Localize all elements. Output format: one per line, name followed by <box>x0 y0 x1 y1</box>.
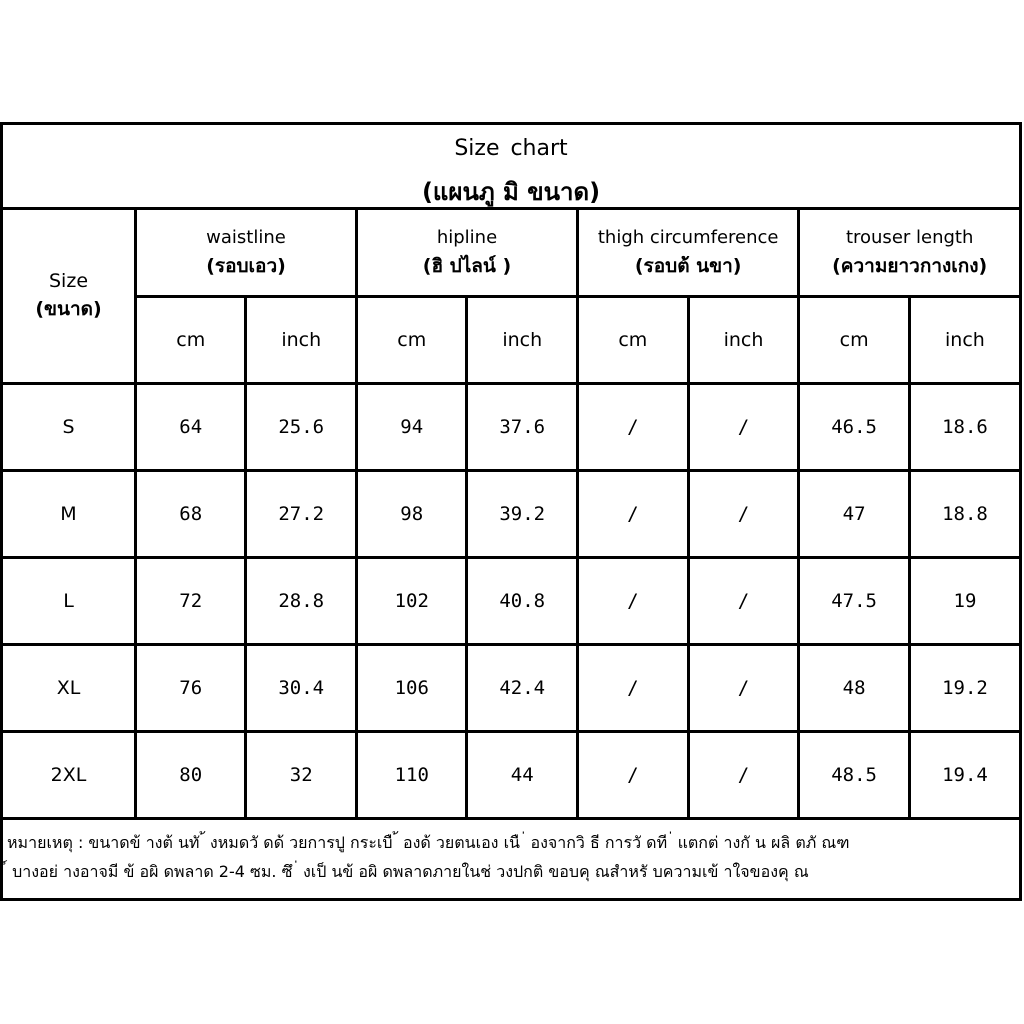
value-cell: / <box>578 645 689 732</box>
value-cell: 19 <box>909 558 1019 645</box>
value-cell: / <box>578 732 689 819</box>
value-cell: 18.8 <box>909 471 1019 558</box>
value-cell: / <box>688 732 799 819</box>
value-cell: / <box>578 558 689 645</box>
value-cell: 47 <box>799 471 910 558</box>
value-cell: 40.8 <box>467 558 578 645</box>
size-cell: M <box>3 471 136 558</box>
unit-cell: cm <box>578 297 689 384</box>
value-cell: 76 <box>136 645 246 732</box>
hipline-label-thai: (ฮิ ปไลน์ ) <box>422 254 512 277</box>
value-cell: 30.4 <box>246 645 357 732</box>
table-row <box>3 471 1019 558</box>
value-cell: / <box>688 384 799 471</box>
value-cell: 39.2 <box>467 471 578 558</box>
size-cell: L <box>3 558 136 645</box>
waistline-label-thai: (รอบเอว) <box>206 254 286 277</box>
value-cell: 102 <box>357 558 467 645</box>
value-cell: 98 <box>357 471 467 558</box>
value-cell: 18.6 <box>909 384 1019 471</box>
size-header: Size <box>49 270 89 292</box>
waistline-label: waistline <box>206 226 286 248</box>
size-header-cell <box>3 210 136 384</box>
size-cell: 2XL <box>3 732 136 819</box>
size-cell: XL <box>3 645 136 732</box>
value-cell: 48.5 <box>799 732 910 819</box>
value-cell: 19.2 <box>909 645 1019 732</box>
chart-title-thai: (แผนภู มิ ขนาด) <box>421 178 601 206</box>
thigh-header <box>578 210 799 297</box>
value-cell: 94 <box>357 384 467 471</box>
unit-cell: cm <box>136 297 246 384</box>
value-cell: / <box>578 471 689 558</box>
table-row <box>3 732 1019 819</box>
unit-cell: inch <box>467 297 578 384</box>
table-row <box>3 645 1019 732</box>
note-line: หมายเหตุ : ขนาดข้ างต้ นทั ้ งหมดวั ดด้ วยการปู กระเบื ้ องด้ วยตนเอง เนื ่ องจากวิ ธี การวั ดที ่ แตกต่ างกั น ผลิ ตภั ณฑ <box>7 833 850 852</box>
size-cell: S <box>3 384 136 471</box>
value-cell: / <box>688 471 799 558</box>
value-cell: / <box>688 558 799 645</box>
unit-cell: inch <box>909 297 1019 384</box>
value-cell: 47.5 <box>799 558 910 645</box>
size-chart <box>0 122 1022 901</box>
value-cell: 46.5 <box>799 384 910 471</box>
chart-title: Size chart <box>454 136 568 161</box>
thigh-label: thigh circumference <box>597 226 779 248</box>
unit-cell: inch <box>246 297 357 384</box>
unit-cell: cm <box>357 297 467 384</box>
value-cell: 27.2 <box>246 471 357 558</box>
value-cell: 44 <box>467 732 578 819</box>
unit-cell: cm <box>799 297 910 384</box>
value-cell: 110 <box>357 732 467 819</box>
value-cell: 32 <box>246 732 357 819</box>
value-cell: 37.6 <box>467 384 578 471</box>
value-cell: 80 <box>136 732 246 819</box>
trouser-length-label-thai: (ความยาวกางเกง) <box>832 254 988 277</box>
hipline-header <box>357 210 578 297</box>
waistline-header <box>136 210 357 297</box>
value-cell: 106 <box>357 645 467 732</box>
thigh-label-thai: (รอบต้ นขา) <box>634 254 742 277</box>
table-row <box>3 384 1019 471</box>
unit-cell: inch <box>688 297 799 384</box>
value-cell: 28.8 <box>246 558 357 645</box>
value-cell: 72 <box>136 558 246 645</box>
value-cell: 19.4 <box>909 732 1019 819</box>
value-cell: / <box>688 645 799 732</box>
title-block <box>3 125 1019 210</box>
value-cell: 68 <box>136 471 246 558</box>
size-header-thai: (ขนาด) <box>35 298 102 320</box>
value-cell: / <box>578 384 689 471</box>
value-cell: 25.6 <box>246 384 357 471</box>
note-line: ์ บางอย่ างอาจมี ข้ อผิ ดพลาด 2-4 ซม. ซึ ่ งเป็ นข้ อผิ ดพลาดภายในช่ วงปกติ ขอบคุ ณสำหรั บความเข้ าใจของคุ ณ <box>7 862 809 881</box>
value-cell: 48 <box>799 645 910 732</box>
value-cell: 64 <box>136 384 246 471</box>
trouser-length-label: trouser length <box>845 226 974 248</box>
hipline-label: hipline <box>436 226 498 248</box>
size-table <box>3 210 1019 820</box>
value-cell: 42.4 <box>467 645 578 732</box>
table-row <box>3 558 1019 645</box>
disclaimer-note <box>3 818 1019 898</box>
trouser-length-header <box>799 210 1019 297</box>
